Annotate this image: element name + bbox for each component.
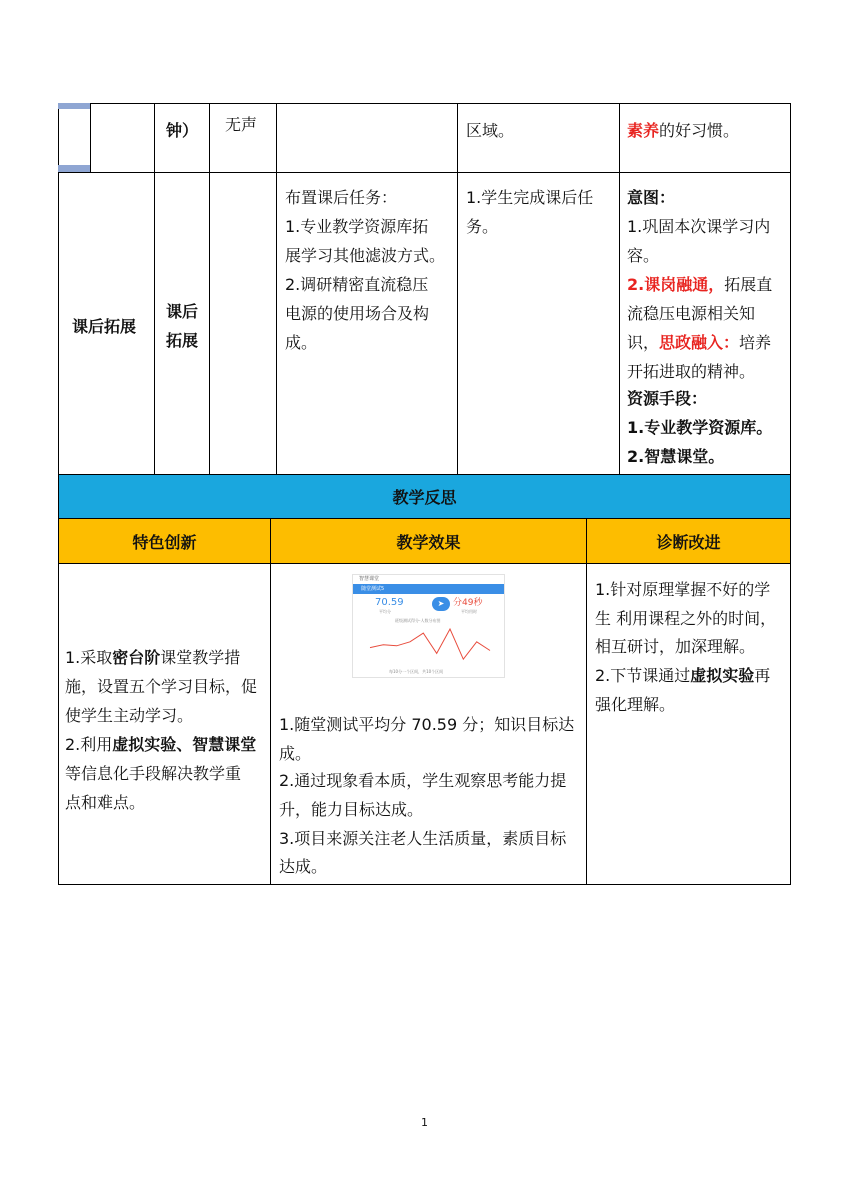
send-icon: ➤ — [432, 597, 450, 611]
table-border — [270, 518, 271, 885]
teacher-activity: 展学习其他滤波方式。 — [285, 246, 446, 265]
time-label: 平均用时 — [461, 609, 477, 614]
highlight-text: 2.课岗融通， — [627, 275, 725, 294]
chart-caption: 班级测试得分-人数分布图 — [395, 618, 441, 623]
student-activity: 1.学生完成课后任 — [466, 188, 594, 207]
intent-text: 1.巩固本次课学习内 — [627, 217, 771, 236]
innovation-text: 点和难点。 — [65, 793, 146, 812]
table-border — [58, 172, 791, 173]
highlight-text: 素养 — [627, 121, 660, 140]
table-border — [58, 884, 791, 885]
table-border — [276, 103, 277, 474]
sub-phase-label: 课后 — [166, 302, 199, 321]
column-header-label: 教学效果 — [396, 532, 461, 552]
table-border — [790, 103, 791, 885]
cell-text: 钟） — [166, 121, 199, 140]
bold-text: 密台阶 — [112, 648, 161, 667]
bold-text: 虚拟实验、智慧课堂 — [112, 735, 257, 754]
effect-text: 达成。 — [279, 857, 328, 876]
improvement-text: 相互研讨，加深理解。 — [595, 637, 756, 656]
cell-text: 的好习惯。 — [659, 121, 740, 140]
cell-text: 识， — [627, 333, 660, 352]
intent-text: 流稳压电源相关知 — [627, 304, 756, 323]
average-time: 分49秒 — [453, 598, 483, 608]
test-result-screenshot — [352, 574, 505, 678]
teacher-activity: 1.专业教学资源库拓 — [285, 217, 429, 236]
teacher-activity: 成。 — [285, 333, 318, 352]
improvement-text — [595, 661, 770, 690]
table-border — [209, 103, 210, 474]
resource-item: 2.智慧课堂。 — [627, 447, 725, 466]
improvement-text: 强化理解。 — [595, 695, 676, 714]
score-label: 平均分 — [379, 609, 391, 614]
table-border — [619, 103, 620, 474]
teacher-activity: 电源的使用场合及构 — [285, 304, 430, 323]
effect-text: 成。 — [279, 744, 312, 763]
score-distribution-chart — [365, 625, 495, 667]
average-score: 70.59 — [375, 597, 404, 608]
distribution-line — [370, 629, 490, 659]
chart-footnote: 每10分一个区间，共10个区间 — [389, 669, 444, 674]
effect-text: 升，能力目标达成。 — [279, 800, 424, 819]
table-border — [58, 563, 791, 564]
cell-text: 培养 — [739, 333, 772, 352]
resource-title: 资源手段： — [627, 389, 708, 408]
cell-text: 课堂教学措 — [160, 648, 241, 667]
intent-text: 开拓进取的精神。 — [627, 362, 756, 381]
reflection-title-bar — [59, 475, 790, 518]
column-header-label: 特色创新 — [132, 532, 197, 552]
cell-shade — [58, 103, 90, 109]
intent-text: 容。 — [627, 246, 660, 265]
test-title: 随堂测试5 — [361, 586, 385, 592]
cell-text: 再 — [754, 666, 771, 685]
teacher-activity: 布置课后任务： — [285, 188, 398, 207]
bold-text: 虚拟实验 — [690, 666, 755, 685]
app-title: 智慧课堂 — [359, 576, 380, 582]
intent-text — [627, 328, 771, 357]
column-header-label: 诊断改进 — [656, 532, 721, 552]
student-activity: 务。 — [466, 217, 499, 236]
innovation-text: 等信息化手段解决教学重 — [65, 764, 242, 783]
innovation-text — [65, 730, 256, 759]
effect-text: 1.随堂测试平均分 70.59 分；知识目标达 — [279, 715, 575, 734]
intent-text — [627, 270, 772, 299]
cell-shade — [58, 165, 90, 172]
innovation-text — [65, 643, 240, 672]
improvement-text: 1.针对原理掌握不好的学 — [595, 580, 771, 599]
table-border — [586, 518, 587, 885]
sub-phase-label: 拓展 — [166, 331, 199, 350]
intent-title: 意图： — [627, 188, 676, 207]
cell-text: 无声 — [225, 115, 258, 134]
cell-text: 拓展直 — [724, 275, 773, 294]
column-header — [587, 519, 790, 563]
section-title: 教学反思 — [392, 488, 457, 507]
column-header — [271, 519, 586, 563]
teacher-activity: 2.调研精密直流稳压 — [285, 275, 429, 294]
effect-text: 3.项目来源关注老人生活质量，素质目标 — [279, 829, 567, 848]
cell-text: 2.下节课通过 — [595, 666, 691, 685]
cell-text: 2.利用 — [65, 735, 113, 754]
improvement-text: 生 利用课程之外的时间， — [595, 609, 777, 628]
innovation-text: 施，设置五个学习目标，促 — [65, 677, 258, 696]
table-border — [154, 103, 155, 474]
app-title-bar — [353, 575, 505, 584]
column-header — [59, 519, 270, 563]
effect-text: 2.通过现象看本质，学生观察思考能力提 — [279, 771, 567, 790]
highlight-text: 思政融入： — [659, 333, 740, 352]
cell-text: 1.采取 — [65, 648, 113, 667]
test-title-bar — [353, 584, 505, 594]
page-number: 1 — [421, 1116, 428, 1129]
phase-label: 课后拓展 — [72, 317, 137, 336]
table-border — [58, 103, 791, 104]
cell-text: 区域。 — [466, 121, 515, 140]
cell-text — [627, 116, 739, 145]
table-border — [90, 103, 91, 172]
innovation-text: 使学生主动学习。 — [65, 706, 194, 725]
table-border — [457, 103, 458, 474]
resource-item: 1.专业教学资源库。 — [627, 418, 773, 437]
